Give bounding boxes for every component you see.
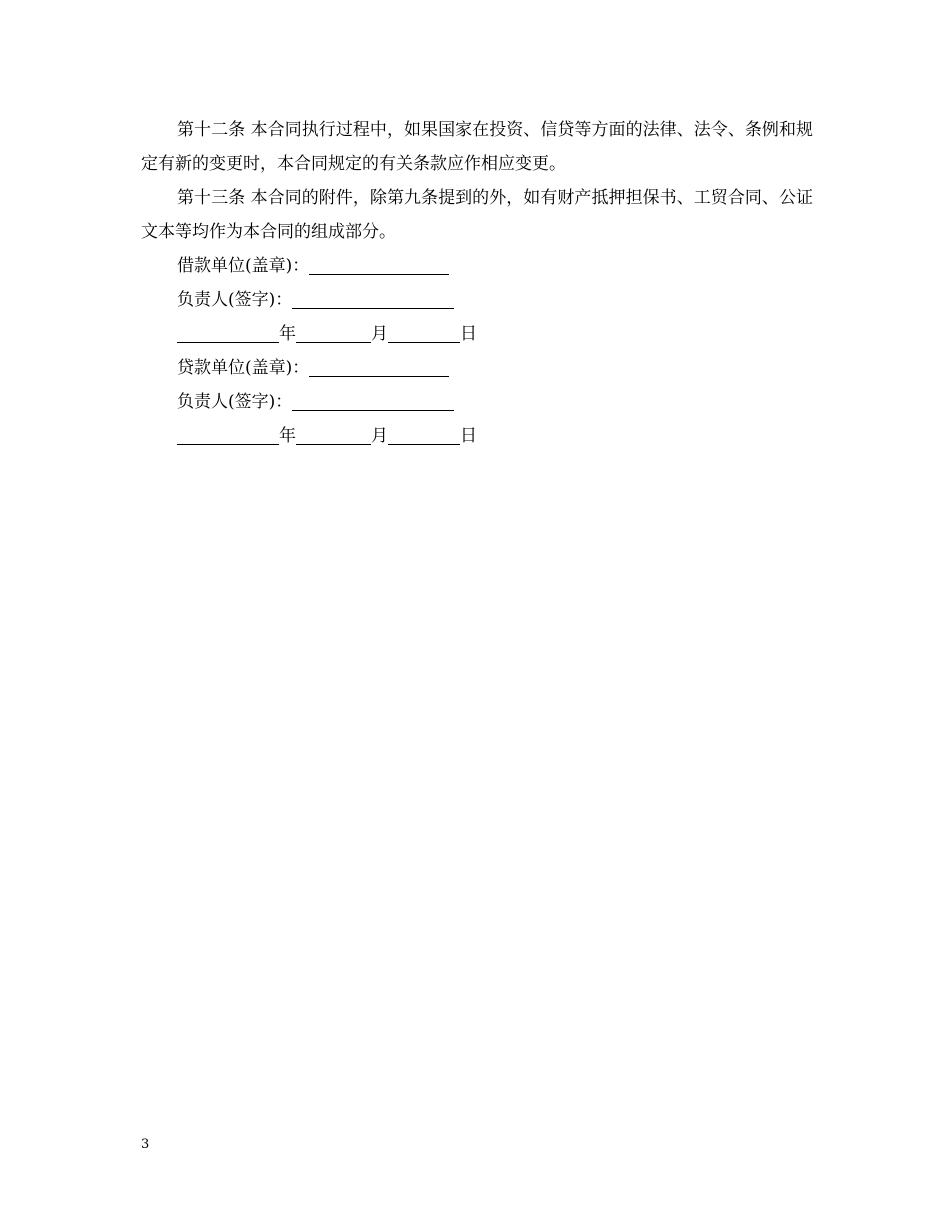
borrower-year-label: 年	[279, 324, 296, 344]
document-body	[141, 113, 813, 453]
article-12-paragraph: 第十二条 本合同执行过程中，如果国家在投资、信贷等方面的法律、法令、条例和规定有新的变更时，本合同规定的有关条款应作相应变更。	[141, 120, 813, 174]
borrower-unit-blank	[309, 254, 449, 275]
lender-person-blank	[292, 390, 454, 411]
lender-day-label: 日	[460, 426, 477, 446]
borrower-year-blank	[177, 322, 279, 343]
borrower-month-label: 月	[371, 324, 388, 344]
lender-year-label: 年	[279, 426, 296, 446]
lender-year-blank	[177, 424, 279, 445]
lender-date-line	[141, 419, 813, 453]
page-number: 3	[141, 1137, 150, 1152]
article-13-paragraph: 第十三条 本合同的附件，除第九条提到的外，如有财产抵押担保书、工贸合同、公证文本等均作为本合同的组成部分。	[141, 188, 813, 242]
lender-unit-label: 贷款单位(盖章)：	[177, 358, 310, 378]
borrower-person-blank	[292, 288, 454, 309]
borrower-unit-label: 借款单位(盖章)：	[177, 256, 310, 276]
borrower-day-label: 日	[460, 324, 477, 344]
borrower-date-line	[141, 317, 813, 351]
borrower-person-line	[141, 283, 813, 317]
borrower-day-blank	[388, 322, 460, 343]
borrower-unit-line	[141, 249, 813, 283]
lender-unit-blank	[309, 356, 449, 377]
lender-month-label: 月	[371, 426, 388, 446]
lender-unit-line	[141, 351, 813, 385]
lender-person-label: 负责人(签字)：	[177, 392, 293, 412]
lender-person-line	[141, 385, 813, 419]
borrower-month-blank	[296, 322, 371, 343]
borrower-person-label: 负责人(签字)：	[177, 290, 293, 310]
lender-day-blank	[388, 424, 460, 445]
lender-month-blank	[296, 424, 371, 445]
